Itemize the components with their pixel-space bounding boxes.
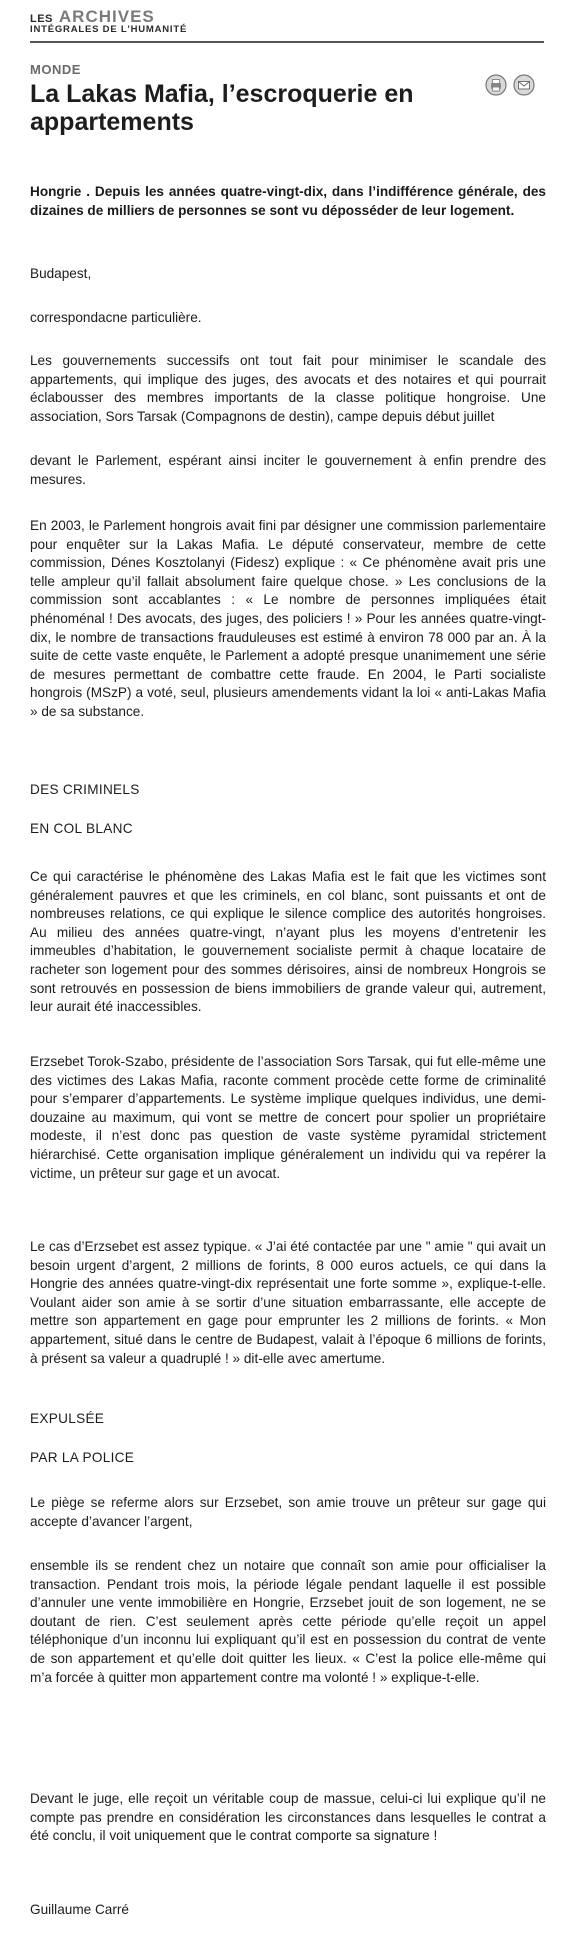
subhead-1a: DES CRIMINELS (30, 782, 140, 797)
paragraph-5: Erzsebet Torok-Szabo, présidente de l’association Sors Tarsak, qui fut elle-même une des victimes des Lakas Mafia, raconte comment procède cette forme de criminalité pour s’emparer d’appartements. Le système implique quelques individus, une demi-douzaine au maximum, qui vont se mettre de concert pour spolier un propriétaire modeste, il n’est donc pas question de vaste système pyramidal strictement hiérarchisé. Cette organisation implique généralement un individu qui va repérer la victime, un prêteur sur gage et un avocat. (30, 1054, 546, 1181)
masthead-divider (30, 41, 544, 43)
article-tools (485, 74, 535, 96)
paragraph-8: ensemble ils se rendent chez un notaire que connaît son amie pour officialiser la transaction. Pendant trois mois, la période légale pendant laquelle il est possible d’annuler une vente immobilière en Hongrie, Erzsebet jouit de son logement, ne se doutant de rien. C’est seulement après cette période qu’elle reçoit un appel téléphonique d’un inconnu lui expliquant qu’il est en possession du contrat de vente de son appartement et qu’elle doit quitter les lieux. « C’est la police elle-même qui m’a forcée à quitter mon appartement contre ma volonté ! » explique-t-elle. (30, 1558, 546, 1685)
paragraph-2: devant le Parlement, espérant ainsi inciter le gouvernement à enfin prendre des mesures. (30, 453, 546, 487)
paragraph-3: En 2003, le Parlement hongrois avait fini par désigner une commission parlementaire pour enquêter sur la Lakas Mafia. Le député conservateur, membre de cette commission, Dénes Kosztolanyi (Fidesz) explique : « Ce phénomène avait pris une telle ampleur qu’il fallait absolument faire quelque chose. » Les conclusions de la commission sont accablantes : « Le nombre de personnes impliquées était phénoménal ! Des avocats, des juges, des policiers ! » Pour les années quatre-vingt-dix, le nombre de transactions frauduleuses est estimé à environ 78 000 par an. À la suite de cette vaste enquête, le Parlement a adopté presque unanimement une série de mesures permettant de combattre cette fraude. En 2004, le Parti socialiste hongrois (MSzP) a voté, seul, plusieurs amendements vidant la loi « anti-Lakas Mafia » de sa substance. (30, 518, 546, 719)
article-headline: La Lakas Mafia, l’escroquerie en appartements (30, 80, 414, 136)
paragraph-9: Devant le juge, elle reçoit un véritable coup de massue, celui-ci lui explique qu’il ne compte pas prendre en considération les circonstances dans lesquelles le contrat a été conclu, il voit uniquement que le contrat comporte sa signature ! (30, 1791, 546, 1844)
correspondent-line: correspondacne particulière. (30, 310, 202, 325)
dateline: Budapest, (30, 266, 92, 281)
paragraph-7: Le piège se referme alors sur Erzsebet, son amie trouve un prêteur sur gage qui accepte d’avancer l’argent, (30, 1495, 546, 1529)
masthead-archives: ARCHIVES (58, 7, 155, 26)
paragraph-4: Ce qui caractérise le phénomène des Lakas Mafia est le fait que les victimes sont généralement pauvres et que les criminels, en col blanc, sont puissants et ont de nombreuses relations, ce qui explique le silence complice des autorités hongroises. Au milieu des années quatre-vingt, n’ayant plus les moyens d’entretenir les immeubles d’habitation, le gouvernement socialiste permit à chaque locataire de racheter son logement pour des sommes dérisoires, ainsi de nombreux Hongrois se sont retrouvés en possession de biens immobiliers de grande valeur qui, autrement, leur aurait été inaccessibles. (30, 869, 546, 1015)
article-lead: Hongrie . Depuis les années quatre-vingt-dix, dans l’indifférence générale, des dizaines de milliers de personnes se sont vu déposséder de leur logement. (30, 184, 546, 218)
subhead-2b: PAR LA POLICE (30, 1450, 135, 1465)
masthead-logo[interactable] (30, 8, 187, 35)
subhead-1b: EN COL BLANC (30, 821, 133, 836)
section-rubric: MONDE (30, 62, 81, 77)
masthead-subtitle: INTÉGRALES DE L'HUMANITÉ (30, 24, 188, 35)
email-icon[interactable] (513, 74, 535, 96)
print-icon[interactable] (485, 74, 507, 96)
subhead-2a: EXPULSÉE (30, 1411, 105, 1426)
author-signature: Guillaume Carré (30, 1902, 129, 1917)
paragraph-1: Les gouvernements successifs ont tout fait pour minimiser le scandale des appartements, qui implique des juges, des avocats et des notaires et qui pourrait éclabousser des membres importants de la classe politique hongroise. Une association, Sors Tarsak (Compagnons de destin), campe depuis début juillet (30, 353, 546, 424)
masthead-les: LES (30, 13, 53, 25)
paragraph-6: Le cas d’Erzsebet est assez typique. « J’ai été contactée par une " amie " qui avait un besoin urgent d’argent, 2 millions de forints, 8 000 euros actuels, ce qui dans la Hongrie des années quatre-vingt-dix représentait une forte somme », explique-t-elle. Voulant aider son amie à se sortir d’une situation embarrassante, elle accepte de mettre son appartement en gage pour emprunter les 2 millions de forints. « Mon appartement, situé dans le centre de Budapest, valait à l’époque 6 millions de forints, à présent sa valeur a quadruplé ! » dit-elle avec amertume. (30, 1239, 546, 1366)
